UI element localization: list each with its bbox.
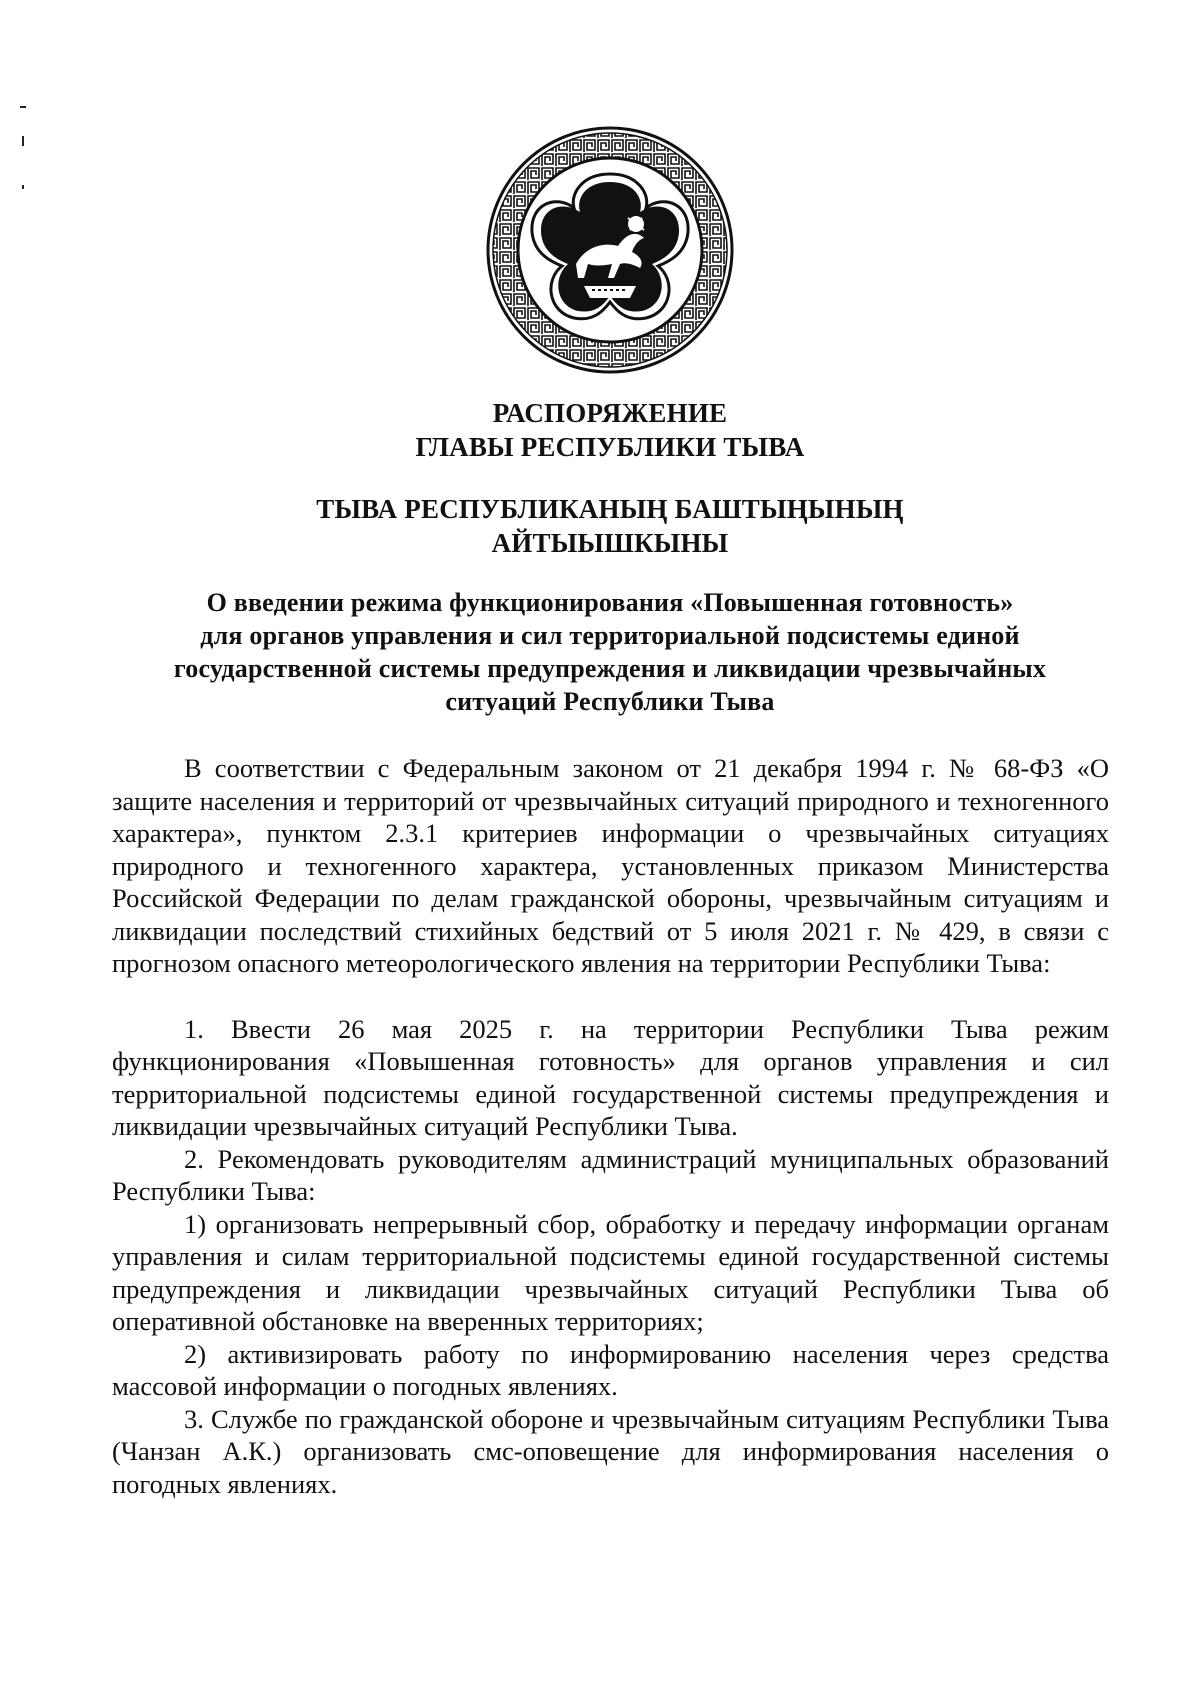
subject-line: государственной системы предупреждения и ликвидации чрезвычайных (173, 654, 1047, 683)
paragraph-gap (112, 980, 1109, 1013)
scan-speck (20, 106, 26, 108)
item-3-paragraph: 3. Службе по гражданской обороне и чрезвычайным ситуациям Республики Тыва (Чанзан А.К.) организовать смс-оповещение для информирования населения о погодных явлениях. (112, 1403, 1109, 1499)
coat-of-arms-of-tyva-icon (485, 125, 735, 375)
preamble-paragraph: В соответствии с Федеральным законом от 21 декабря 1994 г. № 68-ФЗ «О защите населения и территорий от чрезвычайных ситуаций природного и техногенного характера», пунктом 2.3.1 критериев информации о чрезвычайных ситуациях природного и техногенного характера, установленных приказом Министерства Российской Федерации по делам гражданской обороны, чрезвычайным ситуациям и ликвидации последствий стихийных бедствий от 5 июля 2021 г. № 429, в связи с прогнозом опасного метеорологического явления на территории Республики Тыва: (112, 753, 1109, 978)
title-line: РАСПОРЯЖЕНИЕ (492, 398, 728, 428)
title-line: АЙТЫЫШКЫНЫ (491, 528, 729, 558)
scan-speck (22, 136, 24, 146)
subject-line: ситуаций Республики Тыва (445, 687, 775, 716)
scan-speck (22, 185, 24, 189)
document-body (112, 752, 1109, 1500)
subject-line: О введении режима функционирования «Повышенная готовность» (206, 588, 1014, 617)
document-title-tyvan (110, 492, 1110, 560)
item-2-paragraph: 2. Рекомендовать руководителям администраций муниципальных образований Республики Тыва: (112, 1143, 1109, 1206)
item-2-2-paragraph: 2) активизировать работу по информированию населения через средства массовой информации о погодных явлениях. (112, 1338, 1109, 1401)
subject-line: для органов управления и сил территориальной подсистемы единой (200, 621, 1020, 650)
item-2-1-paragraph: 1) организовать непрерывный сбор, обработку и передачу информации органам управления и силам территориальной подсистемы единой государственной системы предупреждения и ликвидации чрезвычайных ситуаций Республики Тыва об оперативной обстановке на вверенных территориях; (112, 1208, 1109, 1336)
title-line: ГЛАВЫ РЕСПУБЛИКИ ТЫВА (415, 432, 805, 462)
document-subject (110, 586, 1110, 718)
document-title (110, 396, 1110, 464)
title-line: ТЫВА РЕСПУБЛИКАНЫҢ БАШТЫҢЫНЫҢ (316, 494, 904, 524)
item-1-paragraph: 1. Ввести 26 мая 2025 г. на территории Республики Тыва режим функционирования «Повышенная готовность» для органов управления и сил территориальной подсистемы единой государственной системы предупреждения и ликвидации чрезвычайных ситуаций Республики Тыва. (112, 1013, 1109, 1141)
